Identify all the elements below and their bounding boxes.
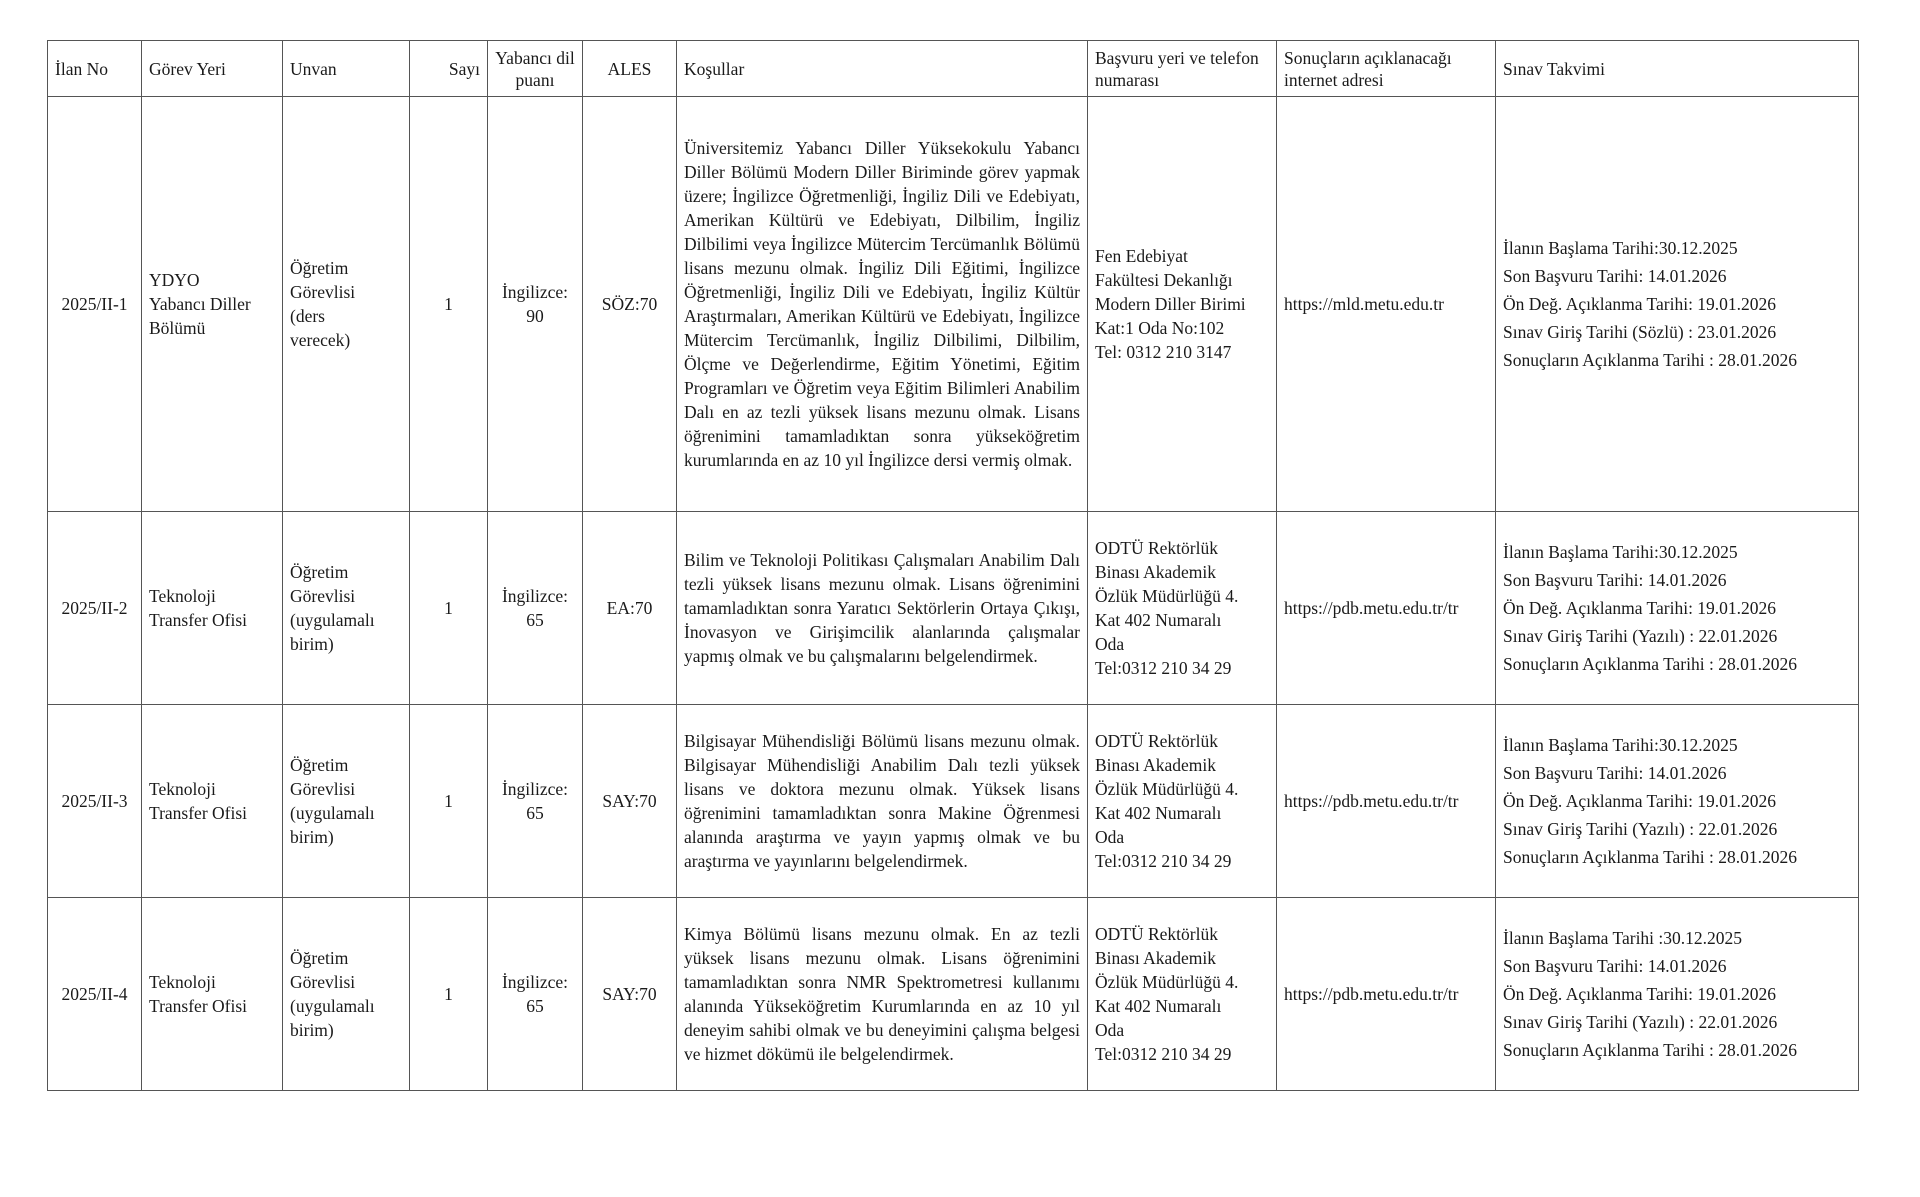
sinav-takvimi-cell [1496, 97, 1859, 512]
gorev-yeri-cell-line: Transfer Ofisi [149, 996, 248, 1016]
yabanci-dil-cell [488, 705, 583, 898]
unvan-cell-line: Görevlisi [290, 586, 356, 606]
unvan-cell-line: Görevlisi [290, 779, 356, 799]
yabanci-dil-cell-line: 65 [526, 610, 544, 630]
gorev-yeri-cell [142, 898, 283, 1091]
sinav-takvimi-cell-line: İlanın Başlama Tarihi:30.12.2025 [1503, 735, 1738, 755]
table-row [48, 898, 1859, 1091]
basvuru-cell-line: Özlük Müdürlüğü 4. [1095, 972, 1239, 992]
header-basvuru: Başvuru yeri ve telefon numarası [1088, 41, 1277, 97]
internet-adresi-cell: https://pdb.metu.edu.tr/tr [1277, 898, 1496, 1091]
basvuru-cell-line: Tel:0312 210 34 29 [1095, 1044, 1232, 1064]
basvuru-cell-line: Tel: 0312 210 3147 [1095, 342, 1232, 362]
ales-cell: SÖZ:70 [583, 97, 677, 512]
kosullar-cell: Bilim ve Teknoloji Politikası Çalışmaları Anabilim Dalı tezli yüksek lisans mezunu olmak. Lisans öğrenimini tamamladıktan sonra Yaratıcı Sektörlerin Ortaya Çıkışı, İnovasyon ve Girişimcilik alanlarında çalışmalar yapmış olmak ve bu çalışmalarını belgelendirmek. [677, 512, 1088, 705]
basvuru-cell-line: Kat 402 Numaralı [1095, 996, 1222, 1016]
basvuru-cell-line: ODTÜ Rektörlük [1095, 924, 1218, 944]
unvan-cell [283, 512, 410, 705]
table-row [48, 512, 1859, 705]
sinav-takvimi-cell-line: Son Başvuru Tarihi: 14.01.2026 [1503, 570, 1727, 590]
yabanci-dil-cell [488, 898, 583, 1091]
sinav-takvimi-cell [1496, 512, 1859, 705]
yabanci-dil-cell [488, 97, 583, 512]
yabanci-dil-cell-line: İngilizce: [501, 972, 569, 992]
sinav-takvimi-cell-line: Sınav Giriş Tarihi (Sözlü) : 23.01.2026 [1503, 322, 1777, 342]
sayi-cell: 1 [410, 705, 488, 898]
basvuru-cell [1088, 97, 1277, 512]
sinav-takvimi-cell [1496, 898, 1859, 1091]
sayi-cell: 1 [410, 512, 488, 705]
sinav-takvimi-cell-line: Son Başvuru Tarihi: 14.01.2026 [1503, 763, 1727, 783]
unvan-cell-line: birim) [290, 634, 334, 654]
table-row [48, 705, 1859, 898]
job-postings-table [47, 40, 1859, 1091]
basvuru-cell-line: Oda [1095, 1020, 1125, 1040]
internet-adresi-cell: https://mld.metu.edu.tr [1277, 97, 1496, 512]
gorev-yeri-cell-line: Transfer Ofisi [149, 803, 248, 823]
basvuru-cell-line: Binası Akademik [1095, 755, 1217, 775]
ales-cell: SAY:70 [583, 898, 677, 1091]
sayi-cell: 1 [410, 97, 488, 512]
yabanci-dil-cell-line: İngilizce: [501, 586, 569, 606]
ilan-no-cell: 2025/II-3 [48, 705, 142, 898]
basvuru-cell-line: Fen Edebiyat [1095, 246, 1188, 266]
header-ilan-no: İlan No [48, 41, 142, 97]
sinav-takvimi-cell-line: Sonuçların Açıklanma Tarihi : 28.01.2026 [1503, 654, 1797, 674]
basvuru-cell-line: Kat 402 Numaralı [1095, 610, 1222, 630]
sinav-takvimi-cell-line: İlanın Başlama Tarihi :30.12.2025 [1503, 928, 1743, 948]
unvan-cell-line: Öğretim [290, 948, 349, 968]
unvan-cell-line: Görevlisi [290, 972, 356, 992]
internet-adresi-cell: https://pdb.metu.edu.tr/tr [1277, 512, 1496, 705]
basvuru-cell-line: Tel:0312 210 34 29 [1095, 658, 1232, 678]
sinav-takvimi-cell-line: Son Başvuru Tarihi: 14.01.2026 [1503, 266, 1727, 286]
basvuru-cell-line: Modern Diller Birimi [1095, 294, 1246, 314]
unvan-cell-line: (uygulamalı [290, 610, 375, 630]
unvan-cell-line: Öğretim [290, 755, 349, 775]
unvan-cell-line: verecek) [290, 330, 351, 350]
kosullar-cell: Üniversitemiz Yabancı Diller Yüksekokulu Yabancı Diller Bölümü Modern Diller Biriminde görev yapmak üzere; İngilizce Öğretmenliği, İngiliz Dili ve Edebiyatı, Amerikan Kültürü ve Edebiyatı, Dilbilim, İngiliz Dilbilimi veya İngilizce Mütercim Tercümanlık Bölümü lisans mezunu olmak. İngiliz Dili Eğitimi, İngilizce Öğretmenliği, İngiliz Dili ve Edebiyatı, İngiliz Kültür Araştırmaları, Amerikan Kültürü ve Edebiyatı, İngilizce Mütercim Tercümanlık, İngiliz Dilbilimi, Dilbilim, Ölçme ve Değerlendirme, Eğitim Yönetimi, Eğitim Programları ve Öğretim veya Eğitim Bilimleri Anabilim Dalı en az tezli yüksek lisans mezunu olmak. Lisans öğrenimini tamamladıktan sonra yükseköğretim kurumlarında en az 10 yıl İngilizce dersi vermiş olmak. [677, 97, 1088, 512]
basvuru-cell [1088, 705, 1277, 898]
sinav-takvimi-cell-line: Ön Değ. Açıklanma Tarihi: 19.01.2026 [1503, 984, 1777, 1004]
sinav-takvimi-cell-line: Sınav Giriş Tarihi (Yazılı) : 22.01.2026 [1503, 819, 1778, 839]
gorev-yeri-cell-line: Yabancı Diller [149, 294, 251, 314]
basvuru-cell [1088, 512, 1277, 705]
table-row [48, 97, 1859, 512]
sinav-takvimi-cell-line: Sonuçların Açıklanma Tarihi : 28.01.2026 [1503, 847, 1797, 867]
yabanci-dil-cell-line: 65 [526, 803, 544, 823]
ilan-no-cell: 2025/II-2 [48, 512, 142, 705]
unvan-cell-line: Öğretim [290, 258, 349, 278]
sinav-takvimi-cell-line: Son Başvuru Tarihi: 14.01.2026 [1503, 956, 1727, 976]
unvan-cell-line: Görevlisi [290, 282, 356, 302]
ales-cell: EA:70 [583, 512, 677, 705]
header-yabanci-dil: Yabancı dil puanı [488, 41, 583, 97]
unvan-cell [283, 97, 410, 512]
header-sayi: Sayı [410, 41, 488, 97]
unvan-cell-line: (uygulamalı [290, 996, 375, 1016]
gorev-yeri-cell-line: Bölümü [149, 318, 206, 338]
sinav-takvimi-cell-line: Ön Değ. Açıklanma Tarihi: 19.01.2026 [1503, 294, 1777, 314]
basvuru-cell-line: Oda [1095, 827, 1125, 847]
basvuru-cell-line: Özlük Müdürlüğü 4. [1095, 586, 1239, 606]
gorev-yeri-cell-line: Teknoloji [149, 972, 216, 992]
kosullar-cell: Bilgisayar Mühendisliği Bölümü lisans mezunu olmak. Bilgisayar Mühendisliği Anabilim Dalı tezli yüksek lisans ve doktora mezunu olmak. Yüksek lisans öğrenimini tamamladıktan sonra Makine Öğrenmesi alanında araştırma ve yayın yapmış olmak ve bu araştırma ve yayınlarını belgelendirmek. [677, 705, 1088, 898]
ales-cell: SAY:70 [583, 705, 677, 898]
unvan-cell-line: Öğretim [290, 562, 349, 582]
header-unvan: Unvan [283, 41, 410, 97]
sinav-takvimi-cell-line: Ön Değ. Açıklanma Tarihi: 19.01.2026 [1503, 791, 1777, 811]
basvuru-cell-line: Binası Akademik [1095, 948, 1217, 968]
yabanci-dil-cell [488, 512, 583, 705]
yabanci-dil-cell-line: 65 [526, 996, 544, 1016]
basvuru-cell-line: Kat 402 Numaralı [1095, 803, 1222, 823]
gorev-yeri-cell [142, 97, 283, 512]
gorev-yeri-cell-line: Transfer Ofisi [149, 610, 248, 630]
basvuru-cell-line: Özlük Müdürlüğü 4. [1095, 779, 1239, 799]
basvuru-cell-line: Fakültesi Dekanlığı [1095, 270, 1233, 290]
sinav-takvimi-cell [1496, 705, 1859, 898]
basvuru-cell-line: Tel:0312 210 34 29 [1095, 851, 1232, 871]
basvuru-cell-line: ODTÜ Rektörlük [1095, 538, 1218, 558]
sinav-takvimi-cell-line: Sonuçların Açıklanma Tarihi : 28.01.2026 [1503, 350, 1797, 370]
yabanci-dil-cell-line: 90 [526, 306, 544, 326]
gorev-yeri-cell-line: Teknoloji [149, 586, 216, 606]
sinav-takvimi-cell-line: Sınav Giriş Tarihi (Yazılı) : 22.01.2026 [1503, 1012, 1778, 1032]
unvan-cell-line: birim) [290, 1020, 334, 1040]
basvuru-cell-line: Kat:1 Oda No:102 [1095, 318, 1225, 338]
internet-adresi-cell: https://pdb.metu.edu.tr/tr [1277, 705, 1496, 898]
header-internet-adresi: Sonuçların açıklanacağı internet adresi [1277, 41, 1496, 97]
sayi-cell: 1 [410, 898, 488, 1091]
basvuru-cell [1088, 898, 1277, 1091]
gorev-yeri-cell-line: YDYO [149, 270, 200, 290]
sinav-takvimi-cell-line: Sınav Giriş Tarihi (Yazılı) : 22.01.2026 [1503, 626, 1778, 646]
basvuru-cell-line: ODTÜ Rektörlük [1095, 731, 1218, 751]
gorev-yeri-cell [142, 512, 283, 705]
header-row [48, 41, 1859, 97]
unvan-cell-line: birim) [290, 827, 334, 847]
ilan-no-cell: 2025/II-4 [48, 898, 142, 1091]
basvuru-cell-line: Binası Akademik [1095, 562, 1217, 582]
kosullar-cell: Kimya Bölümü lisans mezunu olmak. En az tezli yüksek lisans mezunu olmak. Lisans öğrenimini tamamladıktan sonra NMR Spektrometresi kullanımı alanında Yükseköğretim Kurumlarında en az 10 yıl deneyim sahibi olmak ve bu deneyimini çalışma belgesi ve hizmet dökümü ile belgelendirmek. [677, 898, 1088, 1091]
unvan-cell-line: (ders [290, 306, 325, 326]
yabanci-dil-cell-line: İngilizce: [501, 282, 569, 302]
sinav-takvimi-cell-line: İlanın Başlama Tarihi:30.12.2025 [1503, 238, 1738, 258]
gorev-yeri-cell [142, 705, 283, 898]
unvan-cell [283, 898, 410, 1091]
ilan-no-cell: 2025/II-1 [48, 97, 142, 512]
sinav-takvimi-cell-line: İlanın Başlama Tarihi:30.12.2025 [1503, 542, 1738, 562]
unvan-cell-line: (uygulamalı [290, 803, 375, 823]
sinav-takvimi-cell-line: Sonuçların Açıklanma Tarihi : 28.01.2026 [1503, 1040, 1797, 1060]
basvuru-cell-line: Oda [1095, 634, 1125, 654]
header-kosullar: Koşullar [677, 41, 1088, 97]
gorev-yeri-cell-line: Teknoloji [149, 779, 216, 799]
sinav-takvimi-cell-line: Ön Değ. Açıklanma Tarihi: 19.01.2026 [1503, 598, 1777, 618]
header-ales: ALES [583, 41, 677, 97]
unvan-cell [283, 705, 410, 898]
header-sinav-takvimi: Sınav Takvimi [1496, 41, 1859, 97]
header-gorev-yeri: Görev Yeri [142, 41, 283, 97]
yabanci-dil-cell-line: İngilizce: [501, 779, 569, 799]
